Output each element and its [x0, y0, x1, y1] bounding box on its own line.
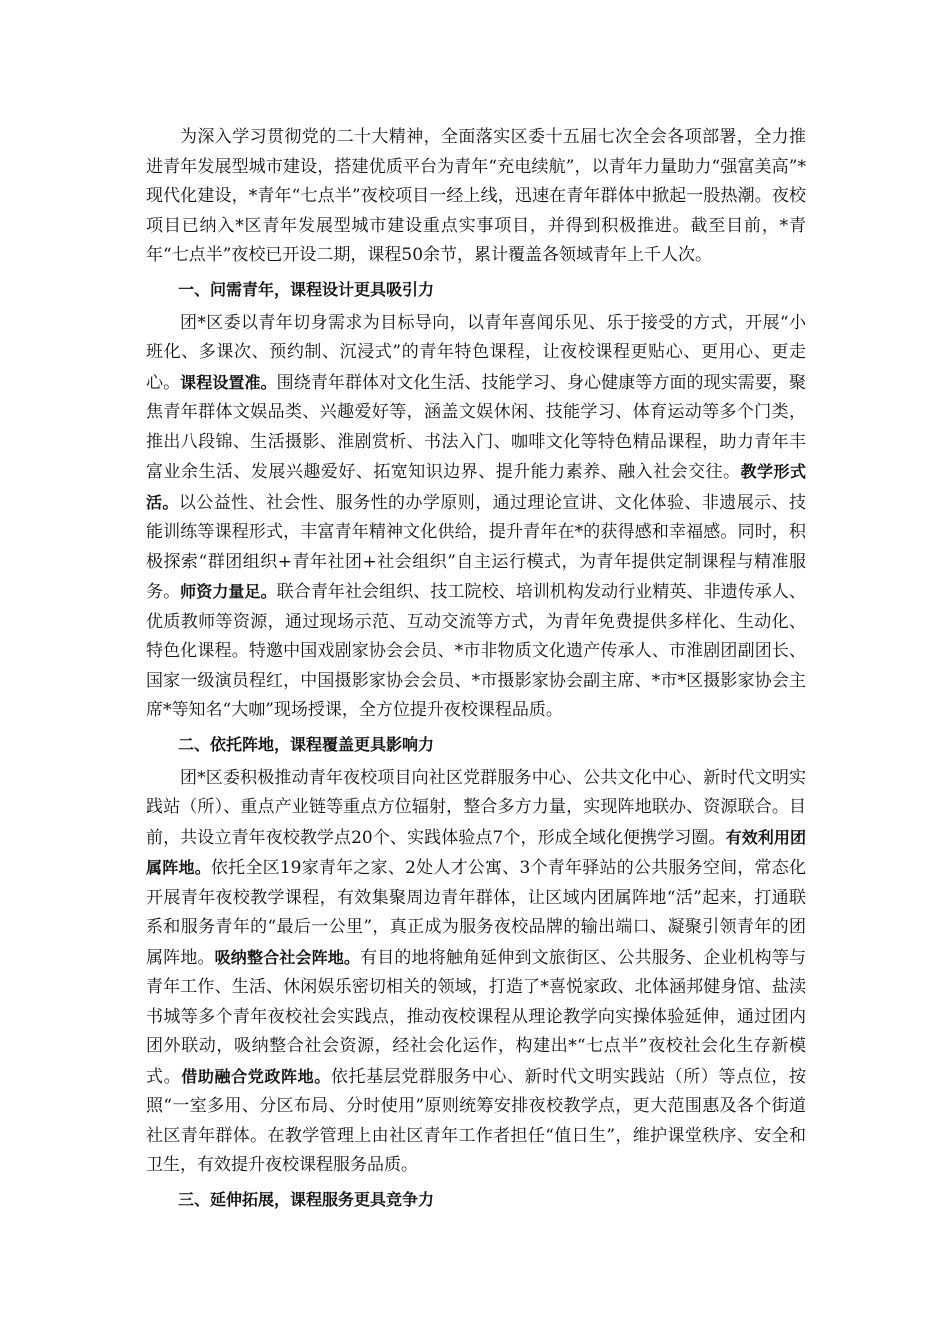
- keyword-faculty: 师资力量足。: [180, 582, 277, 601]
- section2-text-0: 团*区委积极推动青年夜校项目向社区党群服务中心、公共文化中心、新时代文明实践站（所）、重点产业链等重点方位辐射，整合多方力量，实现阵地联办、资源联合。目前，共设立青年夜校教学点20个、实践体验点7个，形成全域化便携学习圈。: [146, 767, 806, 848]
- section2-text-1: 依托全区19家青年之家、2处人才公寓、3个青年驿站的公共服务空间，常态化开展青年夜校教学课程，有效集聚周边青年群体，让区域内团属阵地“活”起来，打通联系和服务青年的“最后一公里”，真正成为服务夜校品牌的输出端口、凝聚引领青年的团属阵地。: [146, 858, 806, 968]
- section-heading-2: 二、依托阵地，课程覆盖更具影响力: [178, 734, 435, 754]
- keyword-social-positions: 吸纳整合社会阵地。: [214, 947, 361, 967]
- section1-paragraph: [146, 309, 806, 726]
- section1-text-1: 围绕青年群体对文化生活、技能学习、身心健康等方面的现实需要，聚焦青年群体文娱品类、兴趣爱好等，涵盖文娱休闲、技能学习、体育运动等多个门类，推出八段锦、生活摄影、淮剧赏析、书法入门、咖啡文化等特色精品课程，助力青年丰富业余生活、发展兴趣爱好、拓宽知识边界、提升能力素养、融入社会交往。: [146, 372, 807, 482]
- section2-text-3: 依托基层党群服务中心、新时代文明实践站（所）等点位，按照“一室多用、分区布局、分时使用”原则统筹安排夜校教学点，更大范围惠及各个街道社区青年群体。在教学管理上由社区青年工作者担任“值日生”，维护课堂秩序、安全和卫生，有效提升夜校课程服务品质。: [146, 1066, 806, 1175]
- section1-text-0: 团*区委以青年切身需求为目标导向，以青年喜闻乐见、乐于接受的方式，开展“小班化、多课次、预约制、沉浸式”的青年特色课程，让夜校课程更贴心、更用心、更走心。: [146, 312, 806, 393]
- section2-paragraph: [146, 764, 806, 1181]
- keyword-party-positions: 借助融合党政阵地。: [181, 1066, 331, 1086]
- section2-text-2: 有目的地将触角延伸到文旅街区、公共服务、企业机构等与青年工作、生活、休闲娱乐密切相关的领域，打造了*喜悦家政、北体涵邦健身馆、盐渎书城等多个青年夜校社会实践点，推动夜校课程从理论教学向实操体验延伸，通过团内团外联动，吸纳整合社会资源，经社会化运作，构建出*“七点半”夜校社会化生存新模式。: [146, 947, 806, 1087]
- section-heading-3: 三、延伸拓展，课程服务更具竞争力: [178, 1189, 435, 1209]
- intro-paragraph: 为深入学习贯彻党的二十大精神，全面落实区委十五届七次全会各项部署，全力推进青年发展型城市建设，搭建优质平台为青年“充电续航”，以青年力量助力“强富美高”*现代化建设，*青年“七点半”夜校项目一经上线，迅速在青年群体中掀起一股热潮。夜校项目已纳入*区青年发展型城市建设重点实事项目，并得到积极推进。截至目前，*青年“七点半”夜校已开设二期，课程50余节，累计覆盖各领域青年上千人次。: [146, 127, 806, 265]
- keyword-course-setting: 课程设置准。: [180, 372, 277, 392]
- section-heading-1: 一、问需青年，课程设计更具吸引力: [178, 279, 435, 299]
- keyword-league-positions: 有效利用团属阵地。: [146, 827, 806, 877]
- keyword-teaching-form: 教学形式活。: [146, 462, 806, 512]
- section1-text-3: 联合青年社会组织、技工院校、培训机构发动行业精英、非遗传承人、优质教师等资源，通过现场示范、互动交流等方式，为青年免费提供多样化、生动化、特色化课程。特邀中国戏剧家协会会员、*市非物质文化遗产传承人、市淮剧团副团长、国家一级演员程红，中国摄影家协会会员、*市摄影家协会副主席、*市*区摄影家协会主席*等知名“大咖”现场授课，全方位提升夜校课程品质。: [146, 582, 807, 720]
- section1-text-2: 以公益性、社会性、服务性的办学原则，通过理论宣讲、文化体验、非遗展示、技能训练等课程形式，丰富青年精神文化供给，提升青年在*的获得感和幸福感。同时，积极探索“群团组织+青年社团+社会组织”自主运行模式，为青年提供定制课程与精准服务。: [146, 492, 806, 602]
- document-page: [146, 123, 806, 1219]
